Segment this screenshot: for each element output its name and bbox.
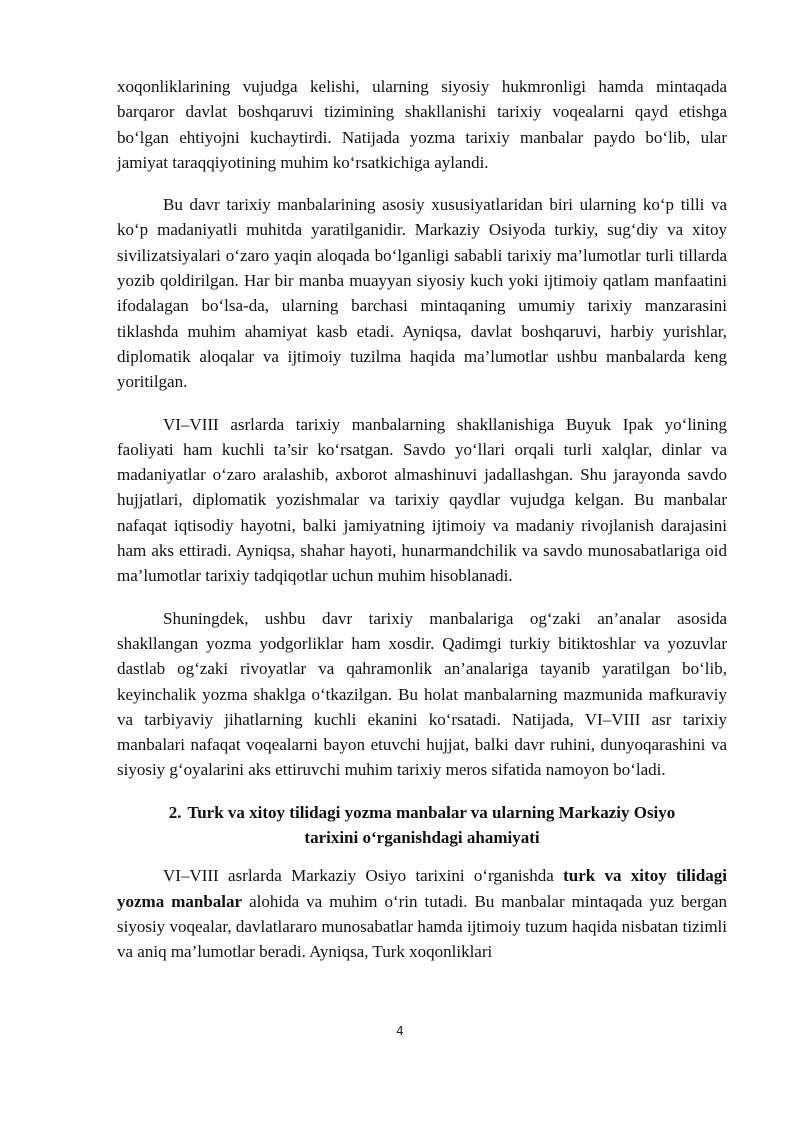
section-title-part-2: tarixini o‘rganishdagi ahamiyati (304, 828, 540, 848)
section-heading-line-1 (117, 800, 727, 825)
paragraph-silk-road: VI–VIII asrlarda tarixiy manbalarning shakllanishiga Buyuk Ipak yo‘lining faoliyati ham kuchli ta’sir ko‘rsatgan. Savdo yo‘llari orqali turli xalqlar, dinlar va madaniyatlar o‘zaro aralashib, axborot almashinuvi jadallashgan. Shu jarayonda savdo hujjatlari, diplomatik yozishmalar va tarixiy qaydlar vujudga kelgan. Bu manbalar nafaqat iqtisodiy hayotni, balki jamiyatning ijtimoiy va madaniy rivojlanish darajasini ham aks ettiradi. Ayniqsa, shahar hayoti, hunarmandchilik va savdo munosabatlariga oid ma’lumotlar tarixiy tadqiqotlar uchun muhim hisoblanadi. (117, 414, 727, 586)
paragraph-section-intro (117, 863, 727, 964)
page-number: 4 (396, 1024, 404, 1038)
paragraph-multilingual-sources: Bu davr tarixiy manbalarining asosiy xususiyatlaridan biri ularning ko‘p tilli va ko‘p madaniyatli muhitda yaratilganidir. Markaziy Osiyoda turkiy, sug‘diy va xitoy sivilizatsiyalari o‘zaro yaqin aloqada bo‘lganligi sababli tarixiy ma’lumotlar turli tillarda yozib qoldirilgan. Har bir manba muayyan siyosiy kuch yoki ijtimoiy qatlam manfaatini ifodalagan bo‘lsa-da, ularning barchasi mintaqaning umumiy tarixiy manzarasini tiklashda muhim ahamiyat kasb etadi. Ayniqsa, davlat boshqaruvi, harbiy yurishlar, diplomatik aloqalar va ijtimoiy tuzilma haqida ma’lumotlar ushbu manbalarda keng yoritilgan. (117, 195, 727, 392)
intro-text-after: alohida va muhim o‘rin tutadi. Bu manbalar mintaqada yuz bergan siyosiy voqealar, davlatlararo munosabatlar hamda ijtimoiy tuzum haqida nisbatan tizimli va aniq ma’lumotlar beradi. Ayniqsa, Turk xoqonliklari (117, 891, 728, 962)
section-title-part-1: Turk va xitoy tilidagi yozma manbalar va ularning Markaziy Osiyo (187, 802, 676, 822)
paragraph-continuation: xoqonliklarining vujudga kelishi, ularning siyosiy hukmronligi hamda mintaqada barqaror davlat boshqaruvi tizimining shakllanishi tarixiy voqealarni qayd etishga bo‘lgan ehtiyojni kuchaytirdi. Natijada yozma tarixiy manbalar paydo bo‘lib, ular jamiyat taraqqiyotining muhim ko‘rsatkichiga aylandi. (117, 77, 727, 172)
paragraph-oral-traditions: Shuningdek, ushbu davr tarixiy manbalariga og‘zaki an’analar asosida shakllangan yozma yodgorliklar ham xosdir. Qadimgi turkiy bitiktoshlar va yozuvlar dastlab og‘zaki rivoyatlar va qahramonlik an’analariga tayanib yaratilgan bo‘lib, keyinchalik yozma shaklga o‘tkazilgan. Bu holat manbalarning mazmunida mafkuraviy va tarbiyaviy jihatlarning kuchli ekanini ko‘rsatadi. Natijada, VI–VIII asr tarixiy manbalari nafaqat voqealarni bayon etuvchi hujjat, balki davr ruhini, dunyoqarashini va siyosiy g‘oyalarini aks ettiruvchi muhim tarixiy meros sifatida namoyon bo‘ladi. (117, 608, 727, 780)
intro-text-before: VI–VIII asrlarda Markaziy Osiyo tarixini o‘rganishda (163, 866, 564, 886)
section-heading (117, 800, 727, 851)
intro-text-bold: turk va xitoy tilidagi yozma manbalar (117, 866, 727, 911)
section-number: 2. (168, 802, 182, 822)
document-page (117, 74, 727, 965)
